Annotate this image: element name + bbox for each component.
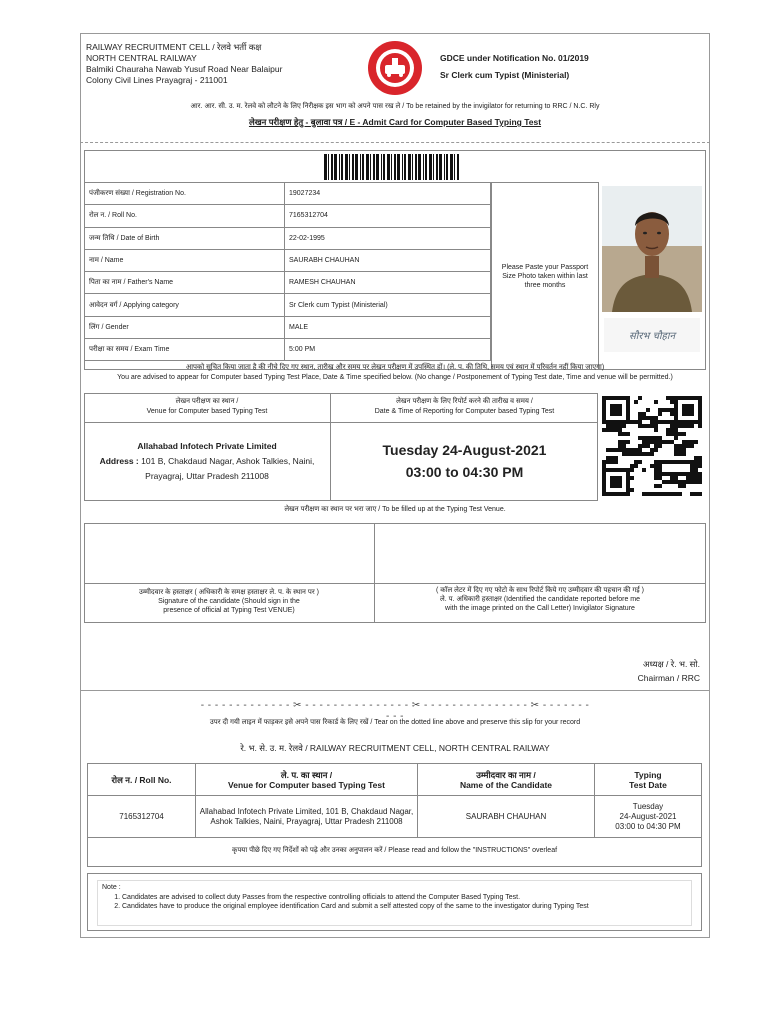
venue-header [84,393,331,423]
slip-name: SAURABH CHAUHAN [418,796,595,838]
section-divider [80,690,710,691]
svg-text:सौरभ चौहान: सौरभ चौहान [628,331,676,342]
notification-number: GDCE under Notification No. 01/2019 [440,53,589,63]
instructions-note: कृपया पीछे दिए गए निर्देशों को पढ़े और उनका अनुपालन करें / Please read and follow the "INSTRUCTIONS" overleaf [87,837,702,867]
info-label: रोल न. / Roll No. [85,205,285,227]
cand-sig-en1: Signature of the candidate (Should sign in the [158,598,300,605]
venue-name: Allahabad Infotech Private Limited [137,441,277,451]
inv-sig-hindi: ( कॉल लेटर में दिए गए फोटो के साथ रिपोर्ट किये गए उम्मीदवार की पहचान की गई ) [436,587,644,594]
advice-english: You are advised to appear for Computer based Typing Test Place, Date & Time specified below. (No change / Postponement of Typing Test date, Time and venue will be permitted.) [117,374,673,381]
info-value: MALE [285,316,491,338]
slip-venue: Allahabad Infotech Private Limited, 101 B, Chakdaud Nagar, Ashok Talkies, Naini, Prayagraj, Uttar Pradesh 211008 [196,796,418,838]
info-row [85,183,491,205]
cand-sig-hindi: उम्मीदवार के हस्ताक्षर ( अधिकारी के समक्ष हस्ताक्षर ले. प. के स्थान पर ) [138,589,319,596]
slip-header-date: Typing Test Date [595,764,702,796]
scissor-tear-line: - - - - - - - - - - - - - ✂ - - - - - - - - - - - - - - - ✂ - - - - - - - - - - - - - - - ✂ - - - - - - - - - - [200,700,590,722]
qr-code [602,396,702,496]
signature-baseline [84,583,706,584]
barcode [322,154,462,180]
info-label: लिंग / Gender [85,316,285,338]
info-value: Sr Clerk cum Typist (Ministerial) [285,294,491,316]
reporting-details [331,423,598,501]
info-value: RAMESH CHAUHAN [285,272,491,294]
info-value: 19027234 [285,183,491,205]
venue-address: 101 B, Chakdaud Nagar, Ashok Talkies, Naini, Prayagraj, Uttar Pradesh 211008 [141,456,315,481]
slip-roll: 7165312704 [88,796,196,838]
inv-sig-en1: ले. प. अधिकारी हस्ताक्षर (Identified the candidate reported before me [439,596,641,603]
invigilator-signature-label [374,586,706,613]
inv-sig-en2: with the image printed on the Call Letter) Invigilator Signature [445,605,635,612]
info-row [85,339,491,361]
info-row [85,205,491,227]
info-value: 22-02-1995 [285,227,491,249]
cand-sig-en2: presence of official at Typing Test VENUE) [163,607,295,614]
note-title: Note : [102,884,121,891]
record-slip-table [87,763,702,838]
info-row [85,227,491,249]
candidate-photo [602,186,702,312]
org-zone: NORTH CENTRAL RAILWAY [86,53,197,63]
chairman-hindi: अध्यक्ष / रे. भ. सो. [642,659,700,669]
slip-header-venue: ले. प. का स्थान / Venue for Computer based Typing Test [196,764,418,796]
note-item: 2. Candidates have to produce the original employee identification Card and submit a self attested copy of the same to the investigator during Typing Test [122,902,687,912]
dotted-divider [80,142,710,143]
venue-header-hindi: लेखन परीक्षण का स्थान / [175,398,239,405]
slip-header-name: उम्मीदवार का नाम / Name of the Candidate [418,764,595,796]
reporting-header-english: Date & Time of Reporting for Computer based Typing Test [374,408,555,415]
advice-text [84,363,706,383]
reporting-date: Tuesday 24-August-2021 [382,442,547,458]
info-label: आवेदन वर्ग / Applying category [85,294,285,316]
admit-card-title: लेखन परीक्षण हेतु - बुलावा पत्र / E - Admit Card for Computer Based Typing Test [248,117,542,127]
reporting-header-hindi: लेखन परीक्षण के लिए रिपोर्ट करने की तारीख व समय / [396,398,533,405]
candidate-info-table [84,182,491,361]
tear-note: उपर दी गयी लाइन में फाड़कर इसे अपने पास रिकार्ड के लिए रखें / Tear on the dotted line above and preserve this slip for your record [209,719,581,726]
info-label: परीक्षा का समय / Exam Time [85,339,285,361]
reporting-time: 03:00 to 04:30 PM [405,464,524,480]
reporting-header [331,393,598,423]
chairman-label [560,657,700,685]
slip-header-roll: रोल न. / Roll No. [88,764,196,796]
org-address [86,42,326,86]
info-row [85,249,491,271]
candidate-signature-label [84,588,374,615]
indian-railways-logo [365,40,425,96]
retain-note: आर. आर. सी. उ. म. रेलवे को लौटने के लिए निरीक्षक इस भाग को अपने पास रख ले / To be retained by the invigilator for returning to RRC / N.C. Rly [190,103,600,110]
fill-note: लेखन परीक्षण का स्थान पर भरा जाए / To be filled up at the Typing Test Venue. [284,506,506,513]
info-label: नाम / Name [85,249,285,271]
notification-info [440,50,589,84]
info-row [85,316,491,338]
info-label: जन्म तिथि / Date of Birth [85,227,285,249]
venue-header-english: Venue for Computer based Typing Test [146,408,268,415]
info-label: पंजीकरण संख्या / Registration No. [85,183,285,205]
address-label: Address : [99,456,139,466]
candidate-signature [604,318,700,352]
info-label: पिता का नाम / Father's Name [85,272,285,294]
info-value: 7165312704 [285,205,491,227]
org-address-line1: Balmiki Chauraha Nawab Yusuf Road Near Balaipur [86,64,283,74]
note-item: 1. Candidates are advised to collect duty Passes from the respective controlling officials to attend the Computer Based Typing Test. [122,893,687,903]
org-name: RAILWAY RECRUITMENT CELL / रेलवे भर्ती कक्ष [86,42,262,52]
info-row [85,294,491,316]
info-row [85,272,491,294]
advice-hindi: आपको सूचित किया जाता है की नीचे दिए गए स्थान, तारीख और समय पर लेखन परीक्षण में उपस्थित हों। (ले. प. की तिथि, समय एवं स्थान में परिवर्तन नहीं किया जाएगा) [185,364,605,371]
post-name: Sr Clerk cum Typist (Ministerial) [440,70,570,80]
chairman-english: Chairman / RRC [637,673,700,683]
slip-org: रे. भ. से. उ. म. रेलवे / RAILWAY RECRUITMENT CELL, NORTH CENTRAL RAILWAY [240,743,550,753]
photo-note: Please Paste your Passport Size Photo taken within last three months [491,182,599,370]
slip-date: Tuesday 24-August-2021 03:00 to 04:30 PM [595,796,702,838]
info-value: 5:00 PM [285,339,491,361]
info-value: SAURABH CHAUHAN [285,249,491,271]
org-address-line2: Colony Civil Lines Prayagraj - 211001 [86,75,228,85]
venue-details [84,423,331,501]
note-box [87,873,702,931]
